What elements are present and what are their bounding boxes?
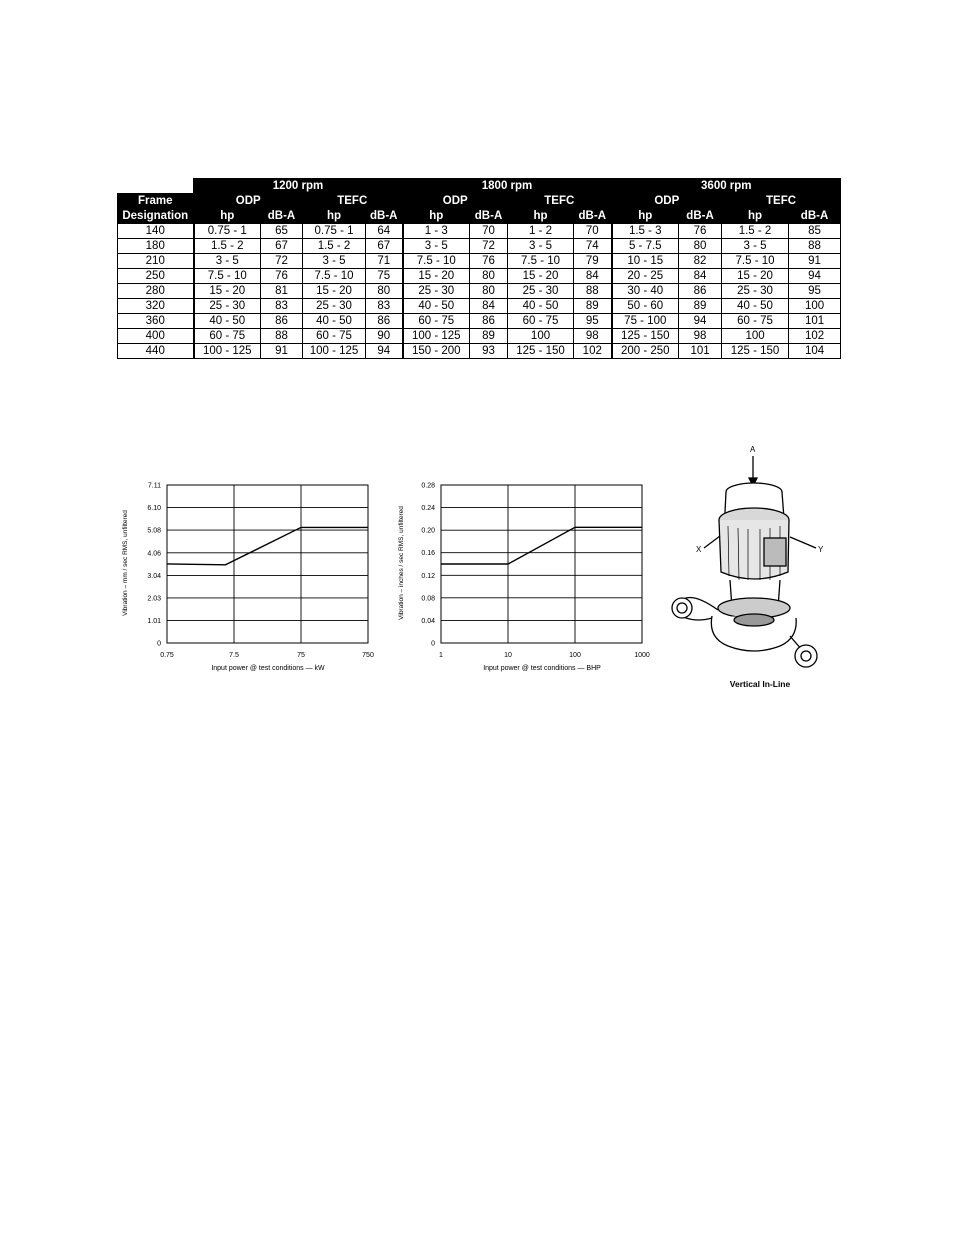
speed-header-1800: 1800 rpm [403,179,612,194]
hp-cell: 25 - 30 [303,299,366,314]
dba-cell: 88 [789,239,841,254]
hp-cell: 3 - 5 [508,239,574,254]
dba-cell: 89 [679,299,722,314]
dba-cell: 76 [679,224,722,239]
hp-cell: 50 - 60 [612,299,679,314]
unit-header: dB-A [366,209,403,224]
hp-cell: 7.5 - 10 [508,254,574,269]
dba-cell: 94 [789,269,841,284]
dba-cell: 91 [261,344,303,359]
y-tick-label: 0.08 [421,595,435,603]
hp-cell: 40 - 50 [722,299,789,314]
table-row [118,299,841,314]
hp-cell: 25 - 30 [194,299,261,314]
hp-cell: 125 - 150 [508,344,574,359]
hp-cell: 40 - 50 [303,314,366,329]
unit-header: hp [403,209,470,224]
dba-cell: 72 [470,239,508,254]
table-body [118,224,841,359]
dba-cell: 71 [366,254,403,269]
dba-cell: 83 [366,299,403,314]
unit-header: hp [508,209,574,224]
y-tick-label: 6.10 [147,504,161,512]
hp-cell: 15 - 20 [722,269,789,284]
y-tick-label: 0.24 [421,505,435,513]
series-line [167,527,368,564]
dba-cell: 86 [470,314,508,329]
hp-cell: 1 - 3 [403,224,470,239]
unit-header: dB-A [789,209,841,224]
vibration-chart-metric [112,475,384,675]
dba-cell: 101 [789,314,841,329]
y-tick-label: 2.03 [147,595,161,603]
dba-cell: 95 [789,284,841,299]
hp-cell: 200 - 250 [612,344,679,359]
frame-cell: 180 [118,239,194,254]
y-tick-labels [147,483,161,648]
hp-cell: 7.5 - 10 [403,254,470,269]
dba-cell: 95 [574,314,612,329]
dba-cell: 93 [470,344,508,359]
dba-cell: 89 [470,329,508,344]
hp-cell: 15 - 20 [303,284,366,299]
dba-cell: 102 [574,344,612,359]
hp-cell: 100 - 125 [403,329,470,344]
y-tick-label: 3.04 [147,572,161,580]
hp-cell: 1.5 - 2 [194,239,261,254]
hp-cell: 40 - 50 [194,314,261,329]
hp-cell: 25 - 30 [508,284,574,299]
x-axis-label: Input power @ test conditions — BHP [483,665,601,672]
x-tick-label: 100 [569,652,581,659]
table-row [118,254,841,269]
hp-cell: 40 - 50 [508,299,574,314]
dba-cell: 79 [574,254,612,269]
enclosure-header: ODP [403,194,508,209]
motor-noise-table [117,178,841,359]
dba-cell: 81 [261,284,303,299]
table-row [118,329,841,344]
dba-cell: 80 [679,239,722,254]
hp-cell: 125 - 150 [722,344,789,359]
table-row [118,314,841,329]
dba-cell: 86 [366,314,403,329]
x-tick-labels [160,652,374,659]
y-tick-label: 7.11 [147,482,161,490]
hp-cell: 0.75 - 1 [194,224,261,239]
speed-header-3600: 3600 rpm [612,179,841,194]
dba-cell: 88 [574,284,612,299]
table-row [118,239,841,254]
dba-cell: 89 [574,299,612,314]
hp-cell: 7.5 - 10 [722,254,789,269]
hp-cell: 3 - 5 [303,254,366,269]
hp-cell: 30 - 40 [612,284,679,299]
hp-cell: 10 - 15 [612,254,679,269]
hp-cell: 3 - 5 [403,239,470,254]
blank-corner [118,179,194,194]
unit-header: dB-A [574,209,612,224]
chart-series [167,527,368,564]
hp-cell: 75 - 100 [612,314,679,329]
dba-cell: 80 [366,284,403,299]
y-tick-label: 0.16 [421,550,435,558]
hp-cell: 150 - 200 [403,344,470,359]
frame-cell: 360 [118,314,194,329]
label-x: X [696,545,702,554]
frame-cell: 140 [118,224,194,239]
y-tick-label: 0.20 [421,527,435,535]
x-tick-label: 10 [504,652,512,659]
designation-header: Designation [118,209,194,224]
dba-cell: 98 [574,329,612,344]
y-tick-label: 0.04 [421,617,435,625]
dba-cell: 104 [789,344,841,359]
hp-cell: 20 - 25 [612,269,679,284]
x-tick-labels [439,652,650,659]
dba-cell: 70 [574,224,612,239]
unit-header: dB-A [261,209,303,224]
hp-cell: 15 - 20 [194,284,261,299]
frame-cell: 400 [118,329,194,344]
hp-cell: 3 - 5 [194,254,261,269]
y-axis-label: Vibration – inches / sec RMS, unfiltered [398,506,405,620]
vertical-inline-pump-illustration [668,440,830,676]
dba-cell: 75 [366,269,403,284]
dba-cell: 86 [679,284,722,299]
enclosure-header: ODP [612,194,722,209]
hp-cell: 0.75 - 1 [303,224,366,239]
frame-header: Frame [118,194,194,209]
x-tick-label: 750 [362,652,374,659]
dba-cell: 91 [789,254,841,269]
dba-cell: 102 [789,329,841,344]
hp-cell: 100 - 125 [194,344,261,359]
x-tick-label: 75 [297,652,305,659]
enclosure-header: TEFC [722,194,841,209]
unit-header: hp [612,209,679,224]
frame-cell: 250 [118,269,194,284]
y-tick-label: 0.12 [421,572,435,580]
table-row [118,269,841,284]
speed-header-row [118,179,841,194]
hp-cell: 7.5 - 10 [194,269,261,284]
hp-cell: 15 - 20 [403,269,470,284]
dba-cell: 90 [366,329,403,344]
dba-cell: 94 [366,344,403,359]
x-tick-label: 1000 [634,652,650,659]
pump-caption: Vertical In-Line [729,679,791,689]
unit-header: hp [194,209,261,224]
chart-series [441,527,642,564]
label-y: Y [818,545,824,554]
x-tick-label: 7.5 [229,652,239,659]
dba-cell: 74 [574,239,612,254]
enclosure-header: TEFC [508,194,612,209]
x-tick-label: 1 [439,652,443,659]
hp-cell: 1.5 - 3 [612,224,679,239]
dba-cell: 65 [261,224,303,239]
unit-header: hp [722,209,789,224]
dba-cell: 85 [789,224,841,239]
hp-cell: 100 [722,329,789,344]
dba-cell: 83 [261,299,303,314]
series-line [441,527,642,564]
dba-cell: 100 [789,299,841,314]
speed-header-1200: 1200 rpm [194,179,403,194]
hp-cell: 5 - 7.5 [612,239,679,254]
enclosure-header: ODP [194,194,303,209]
y-tick-label: 4.06 [147,550,161,558]
dba-cell: 67 [366,239,403,254]
x-tick-label: 0.75 [160,652,174,659]
unit-header: hp [303,209,366,224]
x-axis-label: Input power @ test conditions — kW [211,665,325,672]
dba-cell: 76 [470,254,508,269]
dba-cell: 76 [261,269,303,284]
pump-drawing [672,456,817,667]
dba-cell: 70 [470,224,508,239]
hp-cell: 1.5 - 2 [303,239,366,254]
dba-cell: 101 [679,344,722,359]
y-tick-labels [421,483,435,648]
hp-cell: 100 - 125 [303,344,366,359]
hp-cell: 1 - 2 [508,224,574,239]
frame-cell: 320 [118,299,194,314]
enclosure-header-row [118,194,841,209]
hp-cell: 60 - 75 [194,329,261,344]
unit-header: dB-A [470,209,508,224]
dba-cell: 80 [470,284,508,299]
dba-cell: 72 [261,254,303,269]
vibration-chart-imperial [392,475,654,675]
y-tick-label: 0.28 [421,482,435,490]
hp-cell: 60 - 75 [403,314,470,329]
hp-cell: 60 - 75 [722,314,789,329]
hp-cell: 15 - 20 [508,269,574,284]
dba-cell: 88 [261,329,303,344]
y-tick-label: 5.08 [147,527,161,535]
hp-cell: 1.5 - 2 [722,224,789,239]
dba-cell: 98 [679,329,722,344]
dba-cell: 82 [679,254,722,269]
table-row [118,224,841,239]
hp-cell: 7.5 - 10 [303,269,366,284]
y-tick-label: 0 [431,640,435,648]
dba-cell: 64 [366,224,403,239]
hp-cell: 40 - 50 [403,299,470,314]
hp-cell: 60 - 75 [303,329,366,344]
dba-cell: 94 [679,314,722,329]
dba-cell: 86 [261,314,303,329]
frame-cell: 280 [118,284,194,299]
table-row [118,344,841,359]
y-tick-label: 1.01 [147,618,161,626]
table-row [118,284,841,299]
hp-cell: 25 - 30 [403,284,470,299]
unit-header: dB-A [679,209,722,224]
hp-cell: 25 - 30 [722,284,789,299]
unit-header-row [118,209,841,224]
dba-cell: 84 [679,269,722,284]
frame-cell: 210 [118,254,194,269]
hp-cell: 3 - 5 [722,239,789,254]
dba-cell: 80 [470,269,508,284]
frame-cell: 440 [118,344,194,359]
label-a: A [750,445,756,454]
hp-cell: 100 [508,329,574,344]
dba-cell: 67 [261,239,303,254]
y-tick-label: 0 [157,640,161,648]
dba-cell: 84 [470,299,508,314]
enclosure-header: TEFC [303,194,403,209]
y-axis-label: Vibration – mm / sec RMS, unfiltered [122,510,129,616]
dba-cell: 84 [574,269,612,284]
hp-cell: 60 - 75 [508,314,574,329]
hp-cell: 125 - 150 [612,329,679,344]
